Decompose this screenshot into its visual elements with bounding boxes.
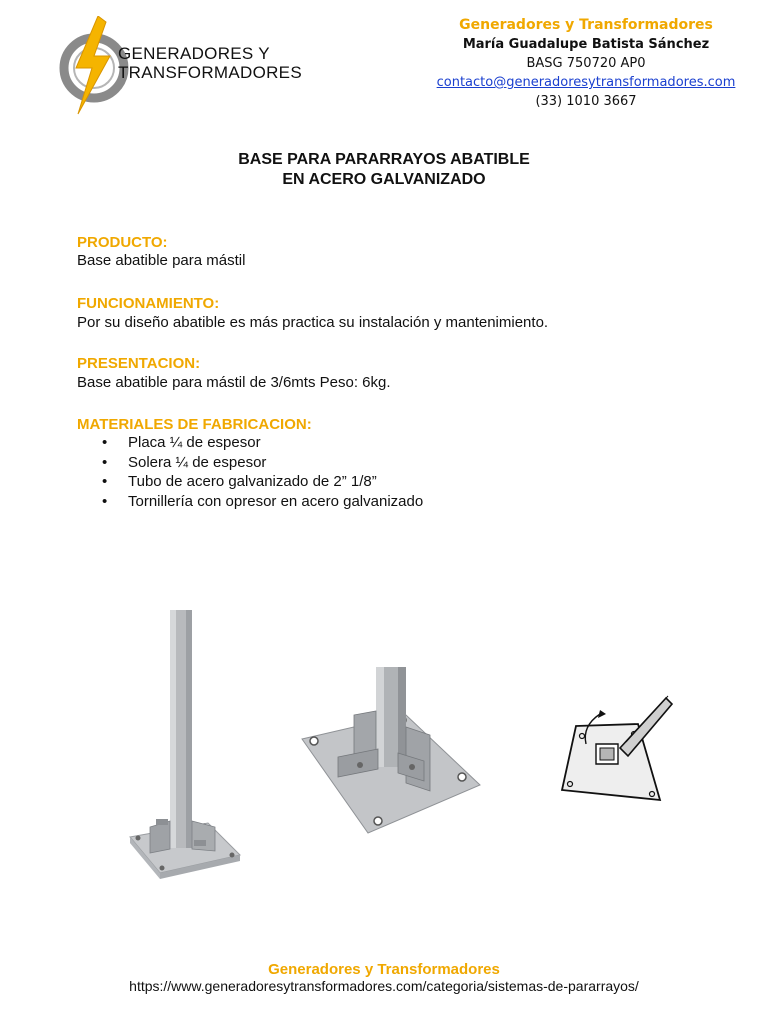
list-item: • Placa ¼ de espesor (100, 433, 423, 453)
section-heading-funcionamiento: FUNCIONAMIENTO: (77, 295, 220, 312)
mast-base-closeup-photo (298, 665, 488, 845)
section-text-funcionamiento: Por su diseño abatible es más practica su instalación y mantenimiento. (77, 314, 549, 331)
footer-company: Generadores y Transformadores (268, 961, 500, 978)
contact-rfc: BASG 750720 AP0 (526, 56, 646, 71)
section-heading-producto: PRODUCTO: (77, 234, 168, 251)
contact-company: Generadores y Transformadores (459, 17, 713, 33)
list-item: • Tubo de acero galvanizado de 2” 1/8” (100, 472, 423, 492)
mast-base-front-photo (120, 605, 250, 900)
title-line1: BASE PARA PARARRAYOS ABATIBLE (238, 151, 530, 168)
company-logo (58, 16, 302, 116)
hinge-diagram-illustration (556, 690, 676, 805)
contact-phone: (33) 1010 3667 (535, 94, 637, 109)
section-text-producto: Base abatible para mástil (77, 252, 246, 269)
list-item: • Tornillería con opresor en acero galvanizado (100, 492, 423, 512)
logo-text (118, 44, 302, 82)
contact-block (400, 16, 768, 111)
title-line2: EN ACERO GALVANIZADO (282, 171, 486, 188)
materials-list (100, 433, 423, 511)
logo-line2: TRANSFORMADORES (118, 63, 302, 82)
contact-person: María Guadalupe Batista Sánchez (462, 37, 710, 52)
document-title (0, 150, 768, 190)
section-heading-materiales: MATERIALES DE FABRICACION: (77, 416, 312, 433)
contact-email-link[interactable]: contacto@generadoresytransformadores.com (436, 75, 736, 90)
logo-line1: GENERADORES Y (118, 44, 270, 63)
list-item: • Solera ¼ de espesor (100, 453, 423, 473)
section-text-presentacion: Base abatible para mástil de 3/6mts Peso: 6kg. (77, 374, 391, 391)
footer-url-link[interactable]: https://www.generadoresytransformadores.com/categoria/sistemas-de-pararrayos/ (129, 978, 639, 994)
section-heading-presentacion: PRESENTACION: (77, 355, 201, 372)
